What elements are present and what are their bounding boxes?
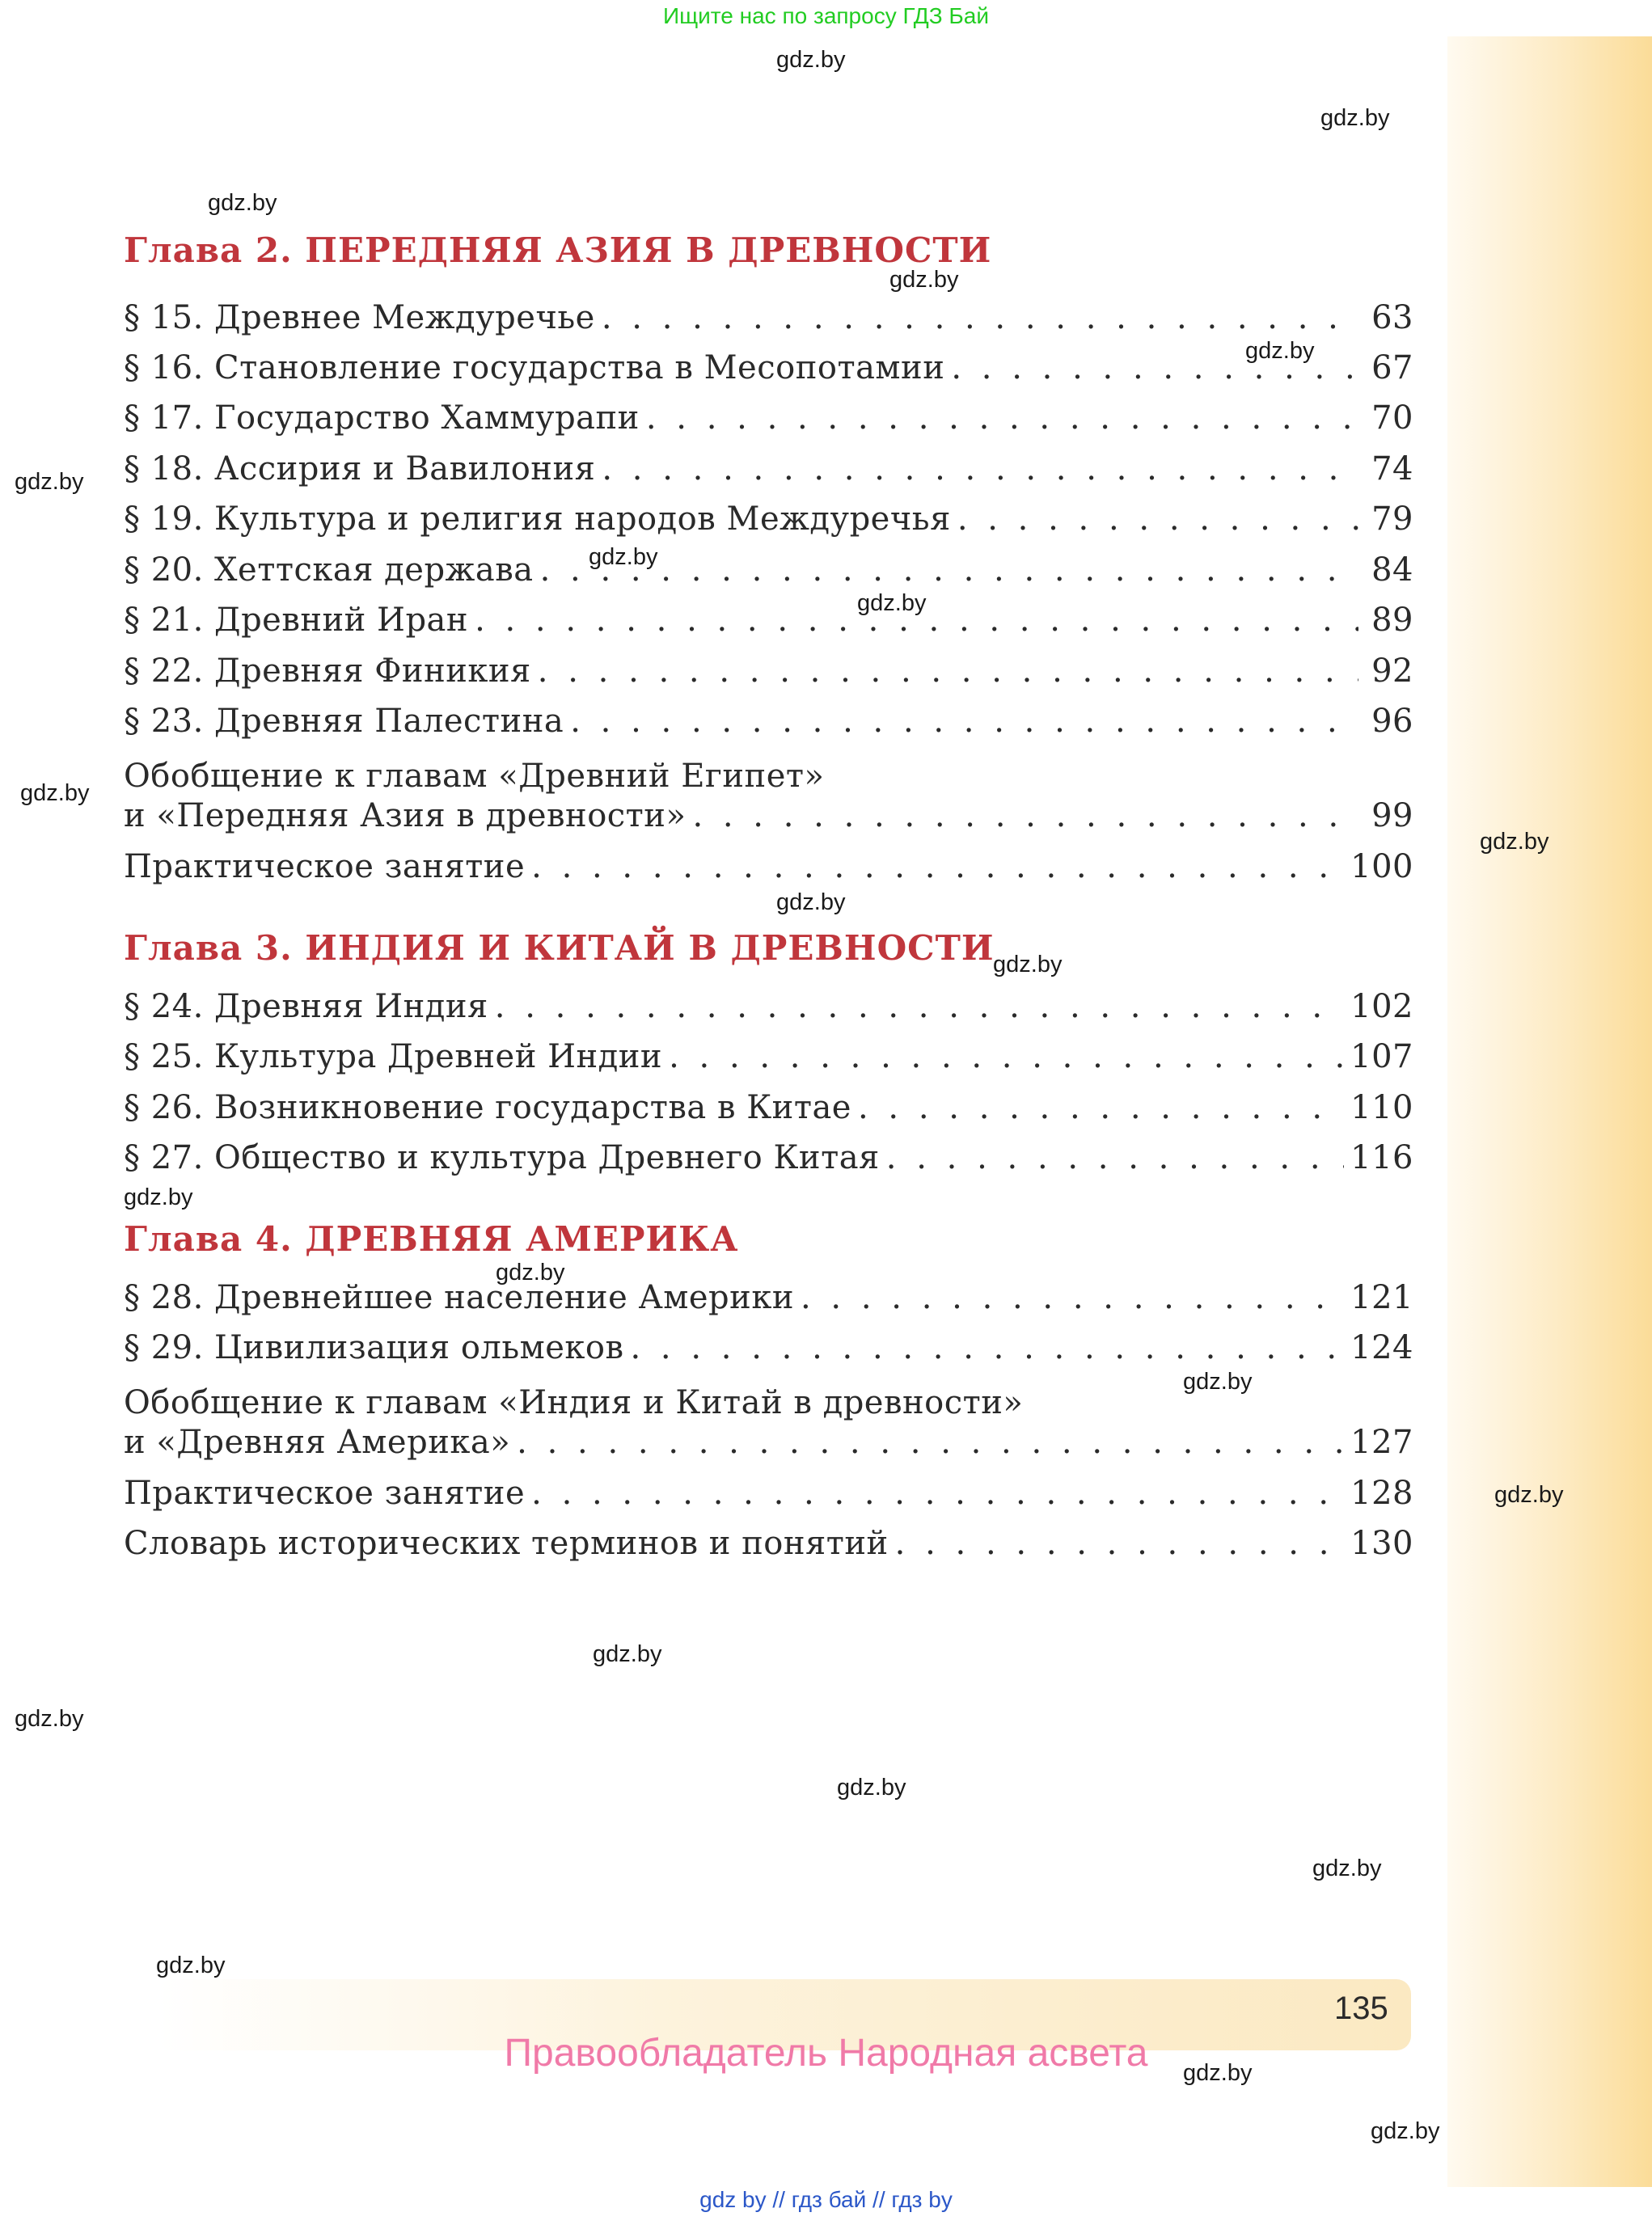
watermark: gdz.by	[156, 1953, 226, 1978]
chapter-heading: Глава 2. ПЕРЕДНЯЯ АЗИЯ В ДРЕВНОСТИ	[124, 230, 992, 270]
toc-entry-title: § 17. Государство Хаммурапи	[124, 399, 640, 437]
toc-entry[interactable]	[124, 652, 1413, 701]
dot-leader	[858, 1089, 1344, 1126]
toc-entry-title: § 19. Культура и религия народов Междуречья	[124, 500, 951, 538]
toc-entry-page: 128	[1350, 1475, 1413, 1512]
watermark: gdz.by	[776, 47, 846, 73]
toc-entry-page: 116	[1350, 1139, 1413, 1176]
toc-entry-title: § 23. Древняя Палестина	[124, 703, 564, 740]
toc-entry[interactable]	[124, 349, 1413, 398]
dot-leader	[646, 399, 1358, 437]
watermark: gdz.by	[15, 1706, 84, 1732]
dot-leader	[669, 1038, 1344, 1075]
toc-entry-page: 130	[1350, 1525, 1413, 1562]
rights-holder: Правообладатель Народная асвета	[504, 2032, 1148, 2075]
watermark: gdz.by	[1494, 1482, 1564, 1508]
toc-entry-title: § 27. Общество и культура Древнего Китая	[124, 1139, 880, 1176]
toc-entry-page: 96	[1371, 703, 1413, 740]
dot-leader	[886, 1139, 1344, 1176]
toc-entry-page: 84	[1371, 551, 1413, 589]
glossary-entry[interactable]	[124, 1525, 1413, 1573]
toc-entry-page: 127	[1350, 1424, 1413, 1461]
watermark: gdz.by	[1312, 1856, 1382, 1881]
toc-entry-title: § 20. Хеттская держава	[124, 551, 534, 589]
toc-entry-title: § 26. Возникновение государства в Китае	[124, 1089, 851, 1126]
dot-leader	[570, 703, 1358, 740]
toc-entry[interactable]	[124, 450, 1413, 499]
toc-entry-title: § 16. Становление государства в Месопотамии	[124, 349, 945, 386]
toc-entry-title: § 24. Древняя Индия	[124, 988, 488, 1025]
summary-entry-line1: Обобщение к главам «Индия и Китай в древности»	[124, 1384, 1024, 1421]
dot-leader	[692, 797, 1358, 834]
watermark: gdz.by	[1183, 2060, 1253, 2086]
chapter-heading: Глава 4. ДРЕВНЯЯ АМЕРИКА	[124, 1219, 739, 1259]
summary-entry[interactable]	[124, 1424, 1413, 1472]
toc-entry[interactable]	[124, 399, 1413, 448]
watermark: gdz.by	[496, 1260, 565, 1286]
toc-entry-page: 107	[1350, 1038, 1413, 1075]
watermark: gdz.by	[1480, 829, 1549, 855]
dot-leader	[631, 1329, 1345, 1366]
dot-leader	[951, 349, 1358, 386]
toc-entry-title: Практическое занятие	[124, 848, 526, 885]
dot-leader	[895, 1525, 1344, 1562]
toc-entry[interactable]	[124, 299, 1413, 348]
watermark: gdz.by	[589, 544, 658, 570]
watermark: gdz.by	[1183, 1369, 1253, 1395]
toc-entry-page: 110	[1350, 1089, 1413, 1126]
page-number: 135	[1334, 1991, 1388, 2026]
toc-entry-page: 121	[1350, 1279, 1413, 1316]
toc-entry-title: Практическое занятие	[124, 1475, 526, 1512]
toc-entry-page: 92	[1371, 652, 1413, 690]
watermark: gdz.by	[857, 590, 927, 616]
toc-entry[interactable]	[124, 602, 1413, 650]
toc-entry-title: Словарь исторических терминов и понятий	[124, 1525, 889, 1562]
practice-entry[interactable]	[124, 1475, 1413, 1523]
watermark: gdz.by	[1245, 338, 1315, 364]
toc-entry-title: § 29. Цивилизация ольмеков	[124, 1329, 624, 1366]
dot-leader	[801, 1279, 1344, 1316]
watermark: gdz.by	[208, 190, 277, 216]
dot-leader	[540, 551, 1358, 589]
toc-entry-page: 67	[1371, 349, 1413, 386]
search-banner[interactable]: Ищите нас по запросу ГДЗ Бай	[662, 3, 990, 28]
toc-entry-title: и «Древняя Америка»	[124, 1424, 511, 1461]
toc-entry[interactable]	[124, 551, 1413, 600]
toc-entry-page: 63	[1371, 299, 1413, 336]
toc-entry-page: 74	[1371, 450, 1413, 488]
toc-entry-title: § 25. Культура Древней Индии	[124, 1038, 663, 1075]
watermark: gdz.by	[993, 952, 1063, 977]
watermark: gdz.by	[15, 469, 84, 495]
toc-entry[interactable]	[124, 1089, 1413, 1138]
watermark: gdz.by	[20, 780, 90, 806]
watermark: gdz.by	[1320, 105, 1390, 131]
watermark: gdz.by	[837, 1775, 906, 1801]
dot-leader	[602, 299, 1358, 336]
dot-leader	[475, 602, 1358, 639]
toc-entry-title: § 28. Древнейшее население Америки	[124, 1279, 794, 1316]
watermark: gdz.by	[124, 1184, 193, 1210]
toc-entry-title: § 21. Древний Иран	[124, 602, 469, 639]
toc-entry[interactable]	[124, 988, 1413, 1037]
toc-entry-page: 124	[1350, 1329, 1413, 1366]
summary-entry-line1: Обобщение к главам «Древний Египет»	[124, 758, 825, 795]
dot-leader	[602, 450, 1358, 488]
toc-entry-page: 89	[1371, 602, 1413, 639]
toc-entry-page: 79	[1371, 500, 1413, 538]
toc-entry-title: и «Передняя Азия в древности»	[124, 797, 687, 834]
toc-entry-page: 99	[1371, 797, 1413, 834]
toc-entry-page: 102	[1350, 988, 1413, 1025]
dot-leader	[517, 1424, 1344, 1461]
toc-entry[interactable]	[124, 703, 1413, 751]
watermark: gdz.by	[776, 889, 846, 915]
dot-leader	[531, 848, 1344, 885]
toc-entry-title: § 22. Древняя Финикия	[124, 652, 531, 690]
dot-leader	[538, 652, 1358, 690]
toc-entry-page: 70	[1371, 399, 1413, 437]
toc-entry[interactable]	[124, 500, 1413, 549]
side-decor-band	[1447, 36, 1652, 2187]
dot-leader	[495, 988, 1344, 1025]
practice-entry[interactable]	[124, 848, 1413, 897]
dot-leader	[531, 1475, 1344, 1512]
toc-entry[interactable]	[124, 1329, 1413, 1378]
toc-entry-page: 100	[1350, 848, 1413, 885]
toc-entry-title: § 15. Древнее Междуречье	[124, 299, 595, 336]
dot-leader	[957, 500, 1358, 538]
bottom-links[interactable]: gdz by // гдз бай // гдз by	[699, 2187, 953, 2212]
toc-entry[interactable]	[124, 1279, 1413, 1328]
summary-entry[interactable]	[124, 797, 1413, 846]
chapter-heading: Глава 3. ИНДИЯ И КИТАЙ В ДРЕВНОСТИ	[124, 928, 995, 968]
watermark: gdz.by	[889, 267, 959, 293]
toc-entry-title: § 18. Ассирия и Вавилония	[124, 450, 596, 488]
watermark: gdz.by	[593, 1641, 662, 1667]
toc-entry[interactable]	[124, 1038, 1413, 1087]
toc-entry[interactable]	[124, 1139, 1413, 1188]
watermark: gdz.by	[1371, 2118, 1440, 2144]
